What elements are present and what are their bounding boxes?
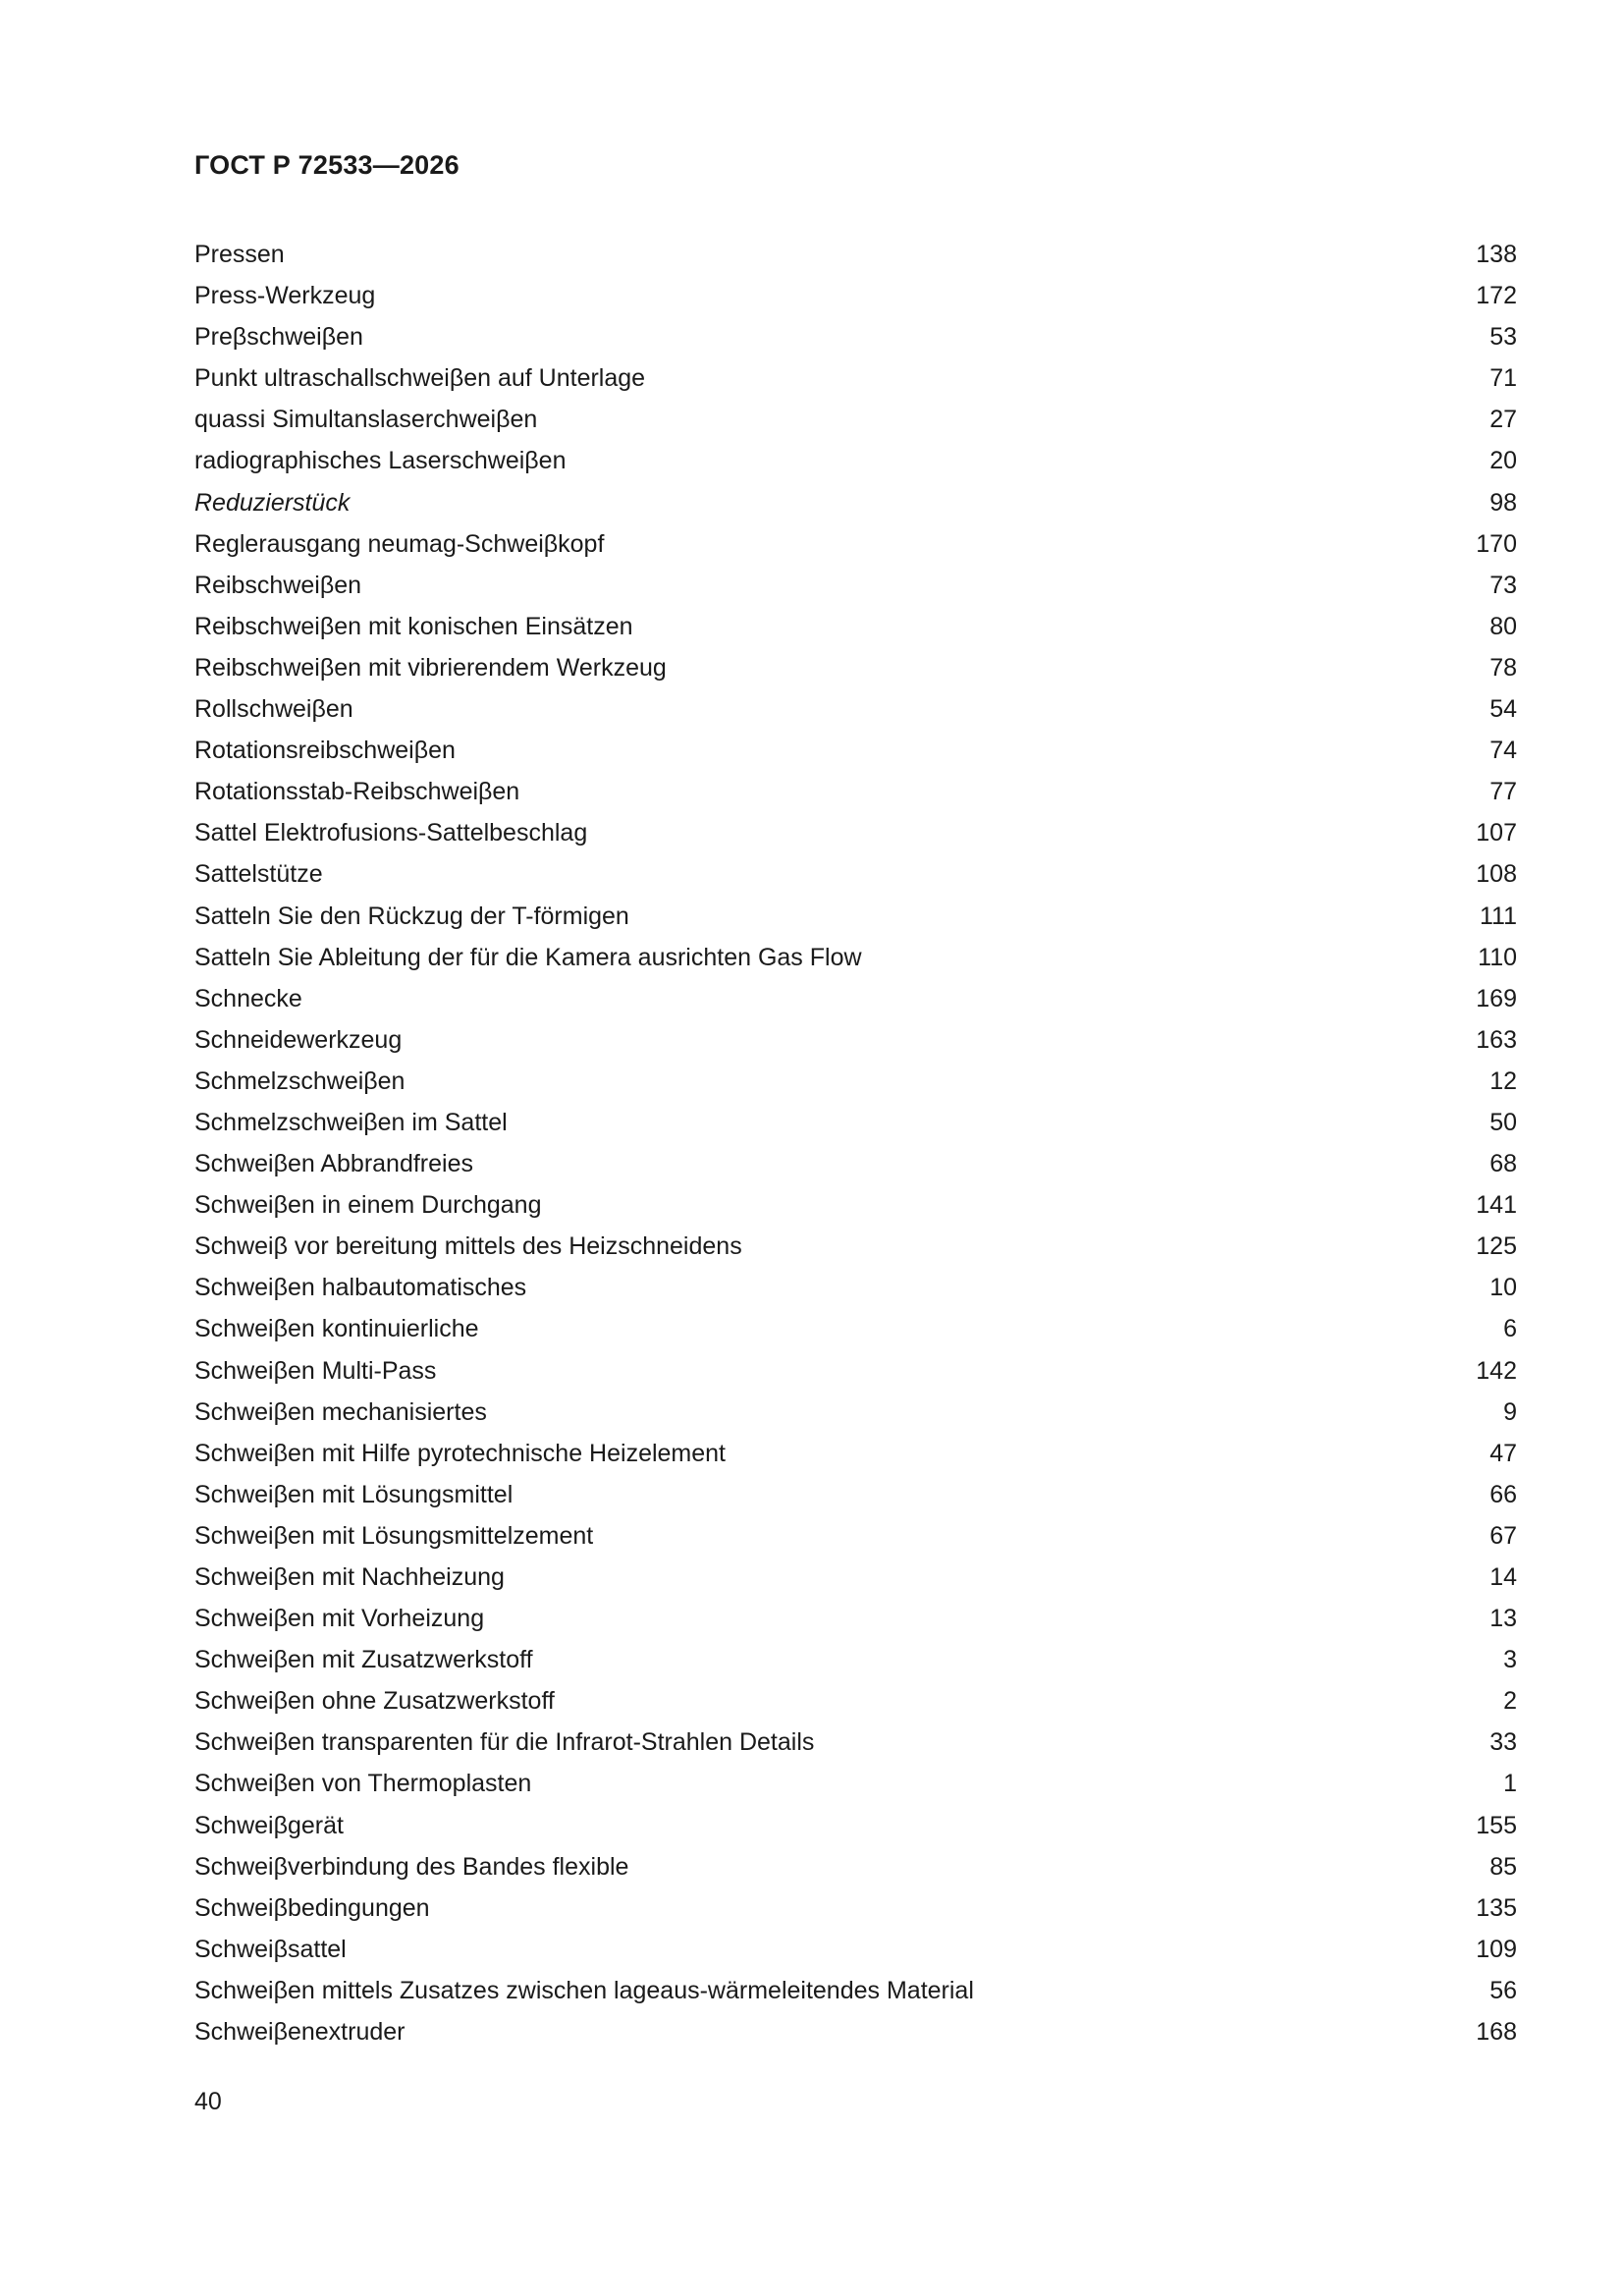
index-page-ref: 80 [1489,612,1517,640]
index-term: Sattel Elektrofusions-Sattelbeschlag [194,819,588,847]
index-term: Sattelstütze [194,860,323,889]
index-term: Schweiβverbindung des Bandes flexible [194,1852,629,1881]
index-entry [194,1308,1517,1349]
index-term: Rotationsreibschweiβen [194,737,456,765]
index-entry [194,1267,1517,1308]
index-term: Reibschweiβen mit vibrierendem Werkzeug [194,653,667,682]
index-page-ref: 163 [1476,1025,1517,1054]
index-page-ref: 135 [1476,1893,1517,1922]
index-entry [194,1722,1517,1763]
index-entry [194,730,1517,771]
index-term: Rotationsstab-Reibschweiβen [194,778,520,806]
index-entry [194,1887,1517,1929]
index-entry [194,1102,1517,1143]
index-term: Schweiβen mit Hilfe pyrotechnische Heizelement [194,1439,727,1467]
index-page-ref: 74 [1489,737,1517,765]
index-page-ref: 9 [1503,1397,1517,1426]
index-entry [194,1515,1517,1557]
index-entry [194,1433,1517,1474]
index-term: Schweiβen in einem Durchgang [194,1191,542,1220]
index-entry [194,316,1517,357]
index-page-ref: 85 [1489,1852,1517,1881]
index-term: Schweiβgerät [194,1811,344,1839]
index-entry [194,771,1517,812]
index-entry [194,647,1517,688]
index-term: Satteln Sie Ableitung der für die Kamera ausrichten Gas Flow [194,943,862,971]
index-page-ref: 68 [1489,1150,1517,1178]
index-page-ref: 155 [1476,1811,1517,1839]
index-term: Rollschweiβen [194,695,353,724]
index-entry [194,2011,1517,2052]
index-term: radiographisches Laserschweiβen [194,447,567,475]
index-page-ref: 141 [1476,1191,1517,1220]
index-page-ref: 110 [1478,943,1517,971]
index-term: Schmelzschweiβen [194,1066,406,1095]
index-page-ref: 3 [1503,1646,1517,1674]
index-term: Schnecke [194,984,302,1012]
index-term: Schweiβbedingungen [194,1893,430,1922]
index-page-ref: 56 [1489,1976,1517,2004]
index-term: Satteln Sie den Rückzug der T-förmigen [194,902,629,930]
index-page-ref: 13 [1489,1605,1517,1633]
index-page-ref: 125 [1476,1232,1517,1261]
index-term: Schweiβen ohne Zusatzwerkstoff [194,1687,555,1716]
index-entry [194,234,1517,275]
index-page-ref: 33 [1489,1728,1517,1757]
index-page-ref: 2 [1503,1687,1517,1716]
index-page-ref: 1 [1503,1770,1517,1798]
index-entry [194,357,1517,399]
index-term: Schweiβenextruder [194,2018,406,2047]
index-page-ref: 98 [1489,488,1517,517]
index-term: Press-Werkzeug [194,282,376,310]
index-term: Schweiβen transparenten für die Infrarot-Strahlen Details [194,1728,815,1757]
index-entry [194,482,1517,523]
index-entry [194,565,1517,606]
index-term: Schweiβen mit Lösungsmittelzement [194,1521,594,1550]
index-term: Schweiβen mit Nachheizung [194,1563,505,1591]
index-page-ref: 47 [1489,1439,1517,1467]
index-entry [194,523,1517,565]
index-entry [194,896,1517,937]
index-page-ref: 108 [1476,860,1517,889]
index-page-ref: 71 [1489,364,1517,393]
index-term: Punkt ultraschallschweiβen auf Unterlage [194,364,646,393]
index-term: Reglerausgang neumag-Schweiβkopf [194,529,605,558]
index-entry [194,275,1517,316]
index-term: Preβschweiβen [194,323,363,352]
index-entry [194,1392,1517,1433]
index-page-ref: 109 [1476,1935,1517,1963]
index-entry [194,1226,1517,1267]
index-page-ref: 138 [1476,241,1517,268]
index-entry [194,812,1517,853]
index-entry [194,978,1517,1019]
index-term: Schweiβen mechanisiertes [194,1397,487,1426]
index-page-ref: 12 [1489,1066,1517,1095]
index-entry [194,606,1517,647]
index-entry [194,688,1517,730]
index-entry [194,1805,1517,1846]
index-entry [194,1598,1517,1639]
index-term: Schmelzschweiβen im Sattel [194,1108,508,1136]
index-entry [194,1474,1517,1515]
index-term: Schweiβ vor bereitung mittels des Heizschneidens [194,1232,742,1261]
index-page-ref: 78 [1489,653,1517,682]
index-page-ref: 10 [1489,1274,1517,1302]
index-page-ref: 27 [1489,406,1517,434]
index-entry [194,1846,1517,1887]
page-number: 40 [194,2088,222,2115]
index-page-ref: 53 [1489,323,1517,352]
index-term: Schweiβen mittels Zusatzes zwischen lageaus-wärmeleitendes Material [194,1976,974,2004]
index-term: Schweiβsattel [194,1935,347,1963]
index-term: Reibschweiβen mit konischen Einsätzen [194,612,633,640]
index-page-ref: 14 [1489,1563,1517,1591]
index-term: Reibschweiβen [194,571,362,599]
index-page-ref: 54 [1489,695,1517,724]
index-term: Schweiβen halbautomatisches [194,1274,527,1302]
index-term: Schweiβen mit Lösungsmittel [194,1480,514,1508]
index-page-ref: 66 [1489,1480,1517,1508]
index-page-ref: 50 [1489,1108,1517,1136]
index-page-ref: 172 [1476,282,1517,310]
index-term: Schneidewerkzeug [194,1025,403,1054]
index-term: quassi Simultanslaserchweiβen [194,406,538,434]
index-term: Schweiβen Abbrandfreies [194,1150,473,1178]
index-page-ref: 169 [1476,984,1517,1012]
index-page-ref: 67 [1489,1521,1517,1550]
index-page-ref: 111 [1479,902,1517,930]
alphabetical-index [194,234,1517,2052]
index-term: Pressen [194,241,285,268]
index-entry [194,1019,1517,1061]
index-entry [194,1680,1517,1722]
index-entry [194,1061,1517,1102]
index-entry [194,1143,1517,1184]
index-entry [194,937,1517,978]
index-entry [194,440,1517,481]
index-entry [194,1639,1517,1680]
index-page-ref: 6 [1503,1315,1517,1343]
index-entry [194,1557,1517,1598]
index-page-ref: 107 [1476,819,1517,847]
index-entry [194,1350,1517,1392]
index-term: Schweiβen Multi-Pass [194,1356,437,1385]
index-entry [194,1184,1517,1226]
index-page-ref: 168 [1476,2018,1517,2047]
index-page-ref: 73 [1489,571,1517,599]
index-entry [194,1929,1517,1970]
index-entry [194,1763,1517,1804]
index-term: Schweiβen mit Vorheizung [194,1605,485,1633]
index-page-ref: 142 [1476,1356,1517,1385]
index-term: Schweiβen mit Zusatzwerkstoff [194,1646,533,1674]
index-page-ref: 77 [1489,778,1517,806]
index-page-ref: 170 [1476,529,1517,558]
index-page-ref: 20 [1489,447,1517,475]
index-entry [194,1970,1517,2011]
index-entry [194,399,1517,440]
document-header: ГОСТ Р 72533—2026 [194,150,460,180]
index-term: Reduzierstück [194,488,351,517]
index-term: Schweiβen kontinuierliche [194,1315,479,1343]
index-entry [194,853,1517,895]
index-term: Schweiβen von Thermoplasten [194,1770,532,1798]
